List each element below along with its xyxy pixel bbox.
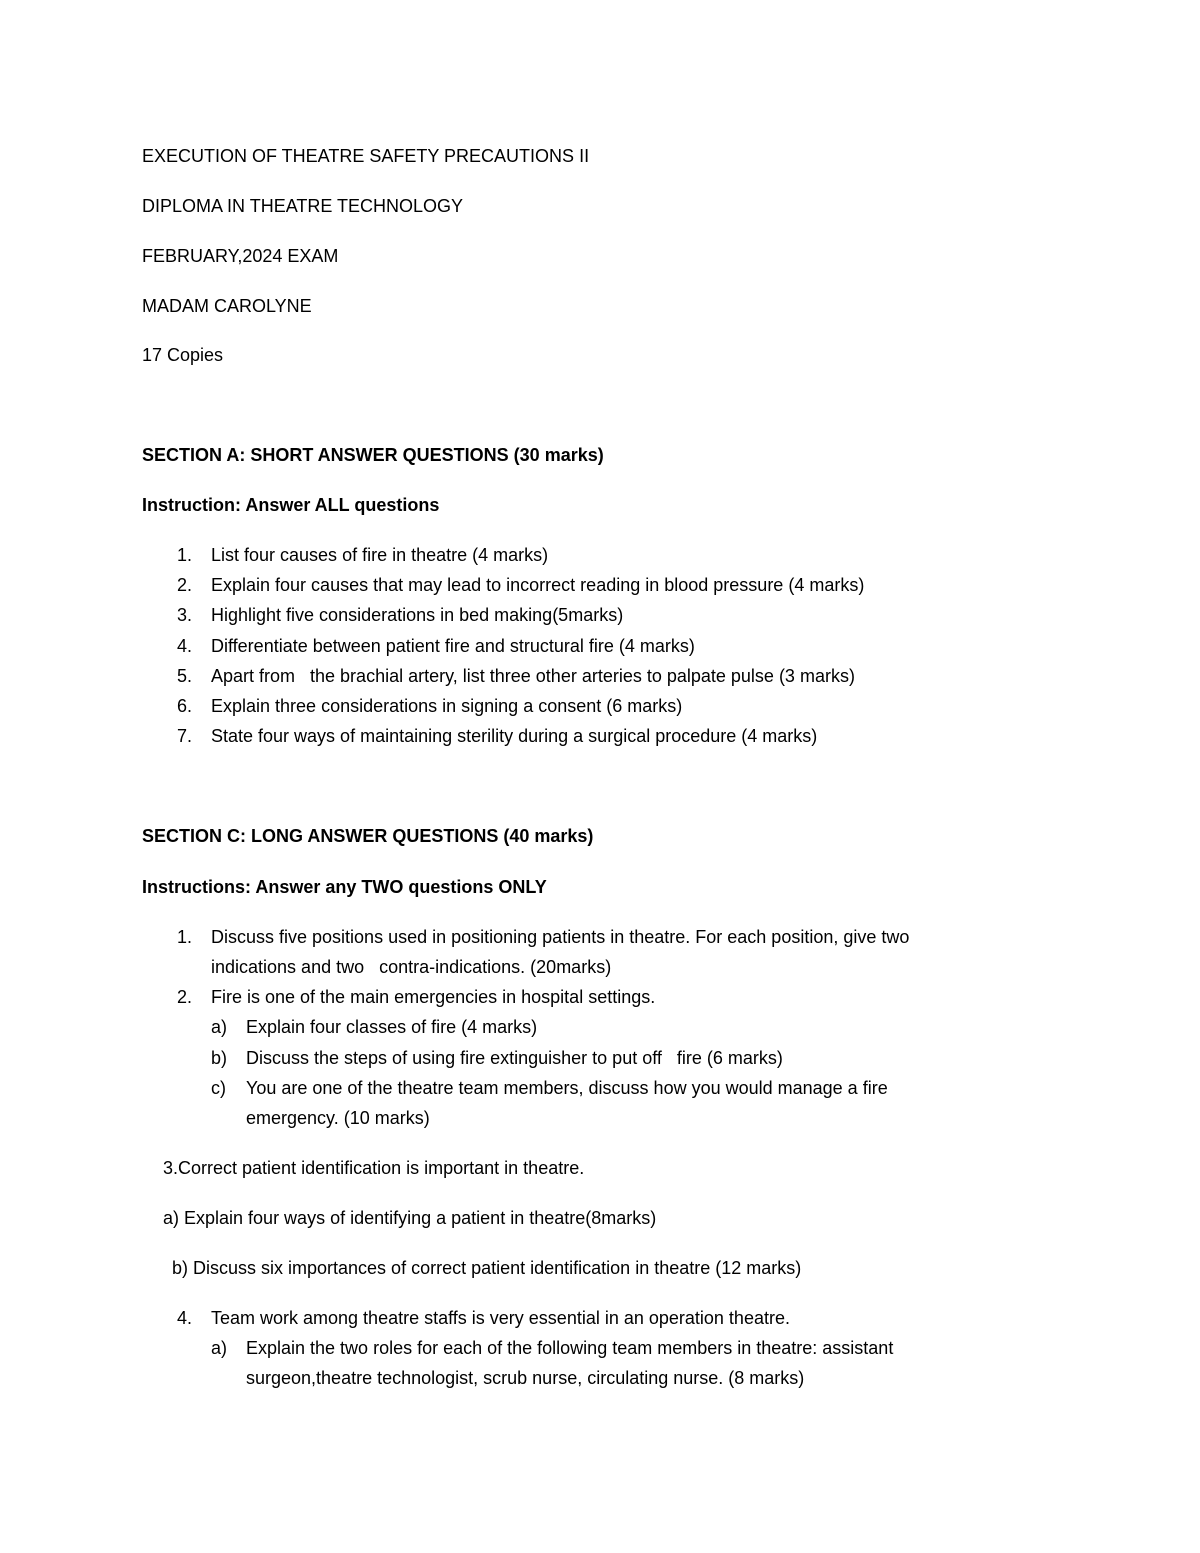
program-name: DIPLOMA IN THEATRE TECHNOLOGY	[142, 196, 464, 216]
section-a-title: SECTION A: SHORT ANSWER QUESTIONS (30 marks)	[142, 445, 604, 465]
section-c-instruction: Instructions: Answer any TWO questions ONLY	[142, 877, 547, 897]
question-number: 7.	[176, 726, 192, 746]
course-title: EXECUTION OF THEATRE SAFETY PRECAUTIONS II	[142, 146, 590, 166]
section-a-instruction: Instruction: Answer ALL questions	[142, 495, 440, 515]
question-text: Differentiate between patient fire and structural fire (4 marks)	[211, 636, 695, 656]
subpart-text: Explain four classes of fire (4 marks)	[246, 1017, 538, 1037]
subpart-label: c)	[211, 1078, 226, 1098]
question-number: 1.	[176, 545, 192, 565]
section-c-title: SECTION C: LONG ANSWER QUESTIONS (40 marks)	[142, 826, 594, 846]
question-number: 2.	[176, 575, 192, 595]
question-text: Explain four causes that may lead to incorrect reading in blood pressure (4 marks)	[211, 575, 865, 595]
question-text: State four ways of maintaining sterility during a surgical procedure (4 marks)	[211, 726, 818, 746]
question-number: 2.	[176, 987, 192, 1007]
question-text: 3.Correct patient identification is important in theatre.	[163, 1158, 585, 1178]
subpart-text: Explain the two roles for each of the following team members in theatre: assistant	[246, 1338, 894, 1358]
question-number: 4.	[176, 1308, 192, 1328]
question-number: 5.	[176, 666, 192, 686]
lecturer-name: MADAM CAROLYNE	[142, 296, 312, 316]
subpart-text-continued: emergency. (10 marks)	[246, 1108, 430, 1128]
question-text: Team work among theatre staffs is very essential in an operation theatre.	[211, 1308, 790, 1328]
subpart-label: a)	[211, 1338, 228, 1358]
question-number: 4.	[176, 636, 192, 656]
question-text: Explain three considerations in signing a consent (6 marks)	[211, 696, 683, 716]
question-text: Apart from the brachial artery, list three other arteries to palpate pulse (3 marks)	[211, 666, 855, 686]
question-number: 6.	[176, 696, 192, 716]
subpart-text-continued: surgeon,theatre technologist, scrub nurse, circulating nurse. (8 marks)	[246, 1368, 805, 1388]
question-number: 1.	[176, 927, 192, 947]
subpart-label: a)	[211, 1017, 228, 1037]
question-text: Fire is one of the main emergencies in hospital settings.	[211, 987, 656, 1007]
subpart-text: You are one of the theatre team members, discuss how you would manage a fire	[246, 1078, 888, 1098]
question-text: Discuss five positions used in positioning patients in theatre. For each position, give two	[211, 927, 910, 947]
subpart-text: Discuss the steps of using fire extinguisher to put off fire (6 marks)	[246, 1048, 783, 1068]
copies-count: 17 Copies	[142, 345, 224, 365]
subpart-label: b)	[211, 1048, 228, 1068]
exam-date: FEBRUARY,2024 EXAM	[142, 246, 339, 266]
question-text: List four causes of fire in theatre (4 marks)	[211, 545, 549, 565]
question-text: Highlight five considerations in bed making(5marks)	[211, 605, 624, 625]
subpart-text: b) Discuss six importances of correct patient identification in theatre (12 marks)	[172, 1258, 802, 1278]
question-text-continued: indications and two contra-indications. (20marks)	[211, 957, 612, 977]
subpart-text: a) Explain four ways of identifying a patient in theatre(8marks)	[163, 1208, 657, 1228]
question-number: 3.	[176, 605, 192, 625]
